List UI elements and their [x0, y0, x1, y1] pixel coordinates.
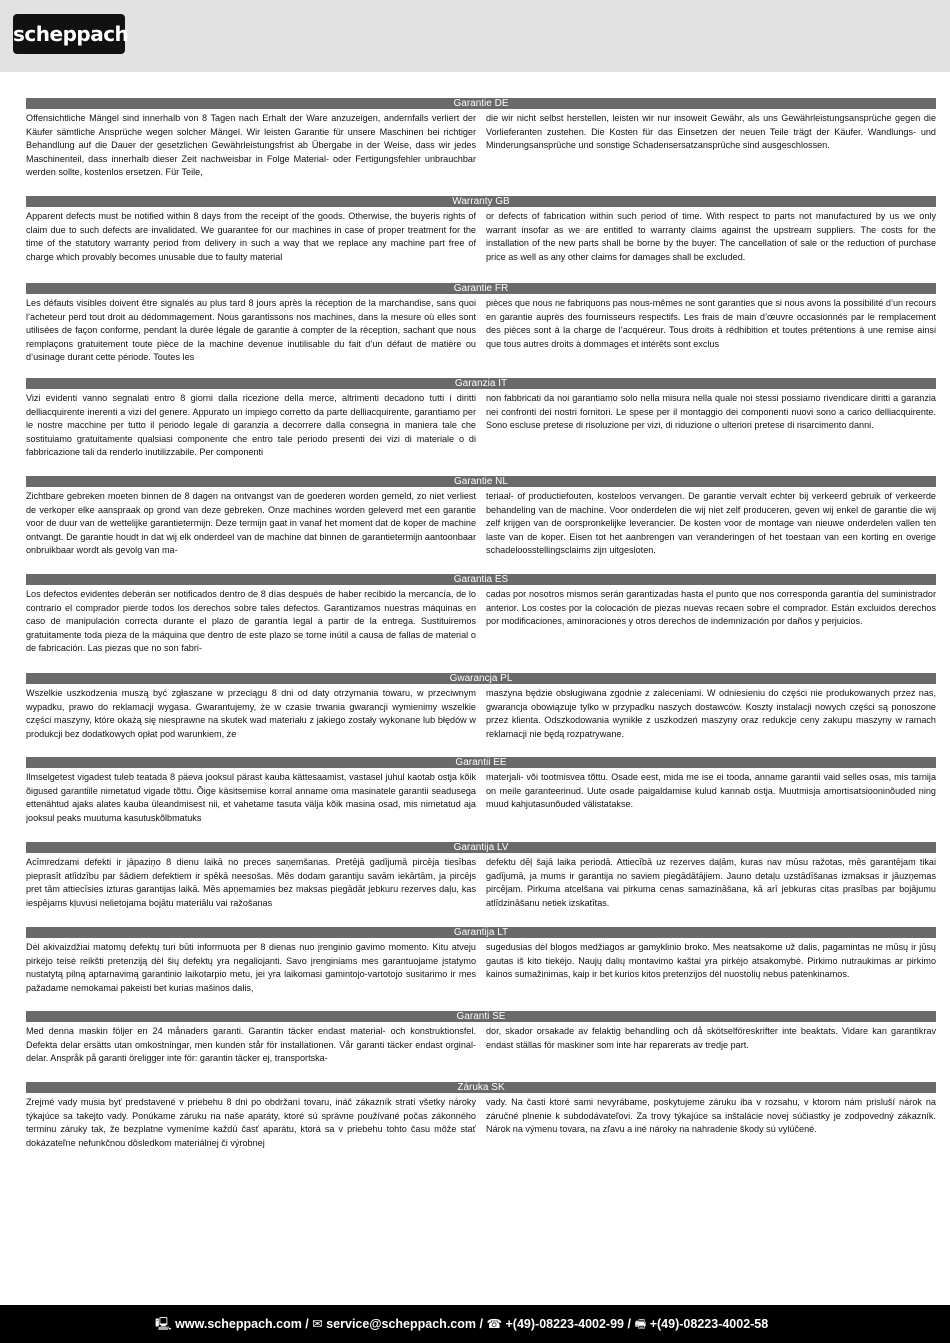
section-es: [26, 574, 936, 673]
section-title: Gwarancja PL: [26, 673, 936, 684]
section-text-left: Apparent defects must be notified within 8 days from the receipt of the goods. Otherwise, the buyeris rights of claim due to such defects are invalidated. We guarantee for our machines in case of proper treatment for the time of the statutory warranty period from delivery in such a way that we replace any machine part free of charge which provably becomes unusable due to faulty material: [26, 211, 476, 262]
section-title: Garantija LV: [26, 842, 936, 853]
section-de: [26, 98, 936, 196]
section-title: Garantie DE: [26, 98, 936, 109]
section-title: Garantie FR: [26, 283, 936, 294]
section-title: Garantie NL: [26, 476, 936, 487]
section-text-right: non fabbricati da noi garantiamo solo nella misura nella quale noi stessi possiamo rivendicare diritti a garanzia nei confronti dei nostri fornitori. Le spese per il montaggio dei componenti nuovi sono a carico delliacquirente. Sono escluse pretese di risoluzione per vizi, di riduzione o ulteriori pretese di risarcimento danni.: [486, 393, 936, 431]
section-text-right: defektu dēļ šajā laika periodā. Attiecībā uz rezerves daļām, kuras nav mūsu ražotas, mēs garantējam tikai gadījumā, ja mums ir garantija no saviem piegādātājiem. Jauno detaļu uzstādīšanas izmaksas ir jāuzņemas pircējam. Pirkuma atcelšana vai pirkuma cenas samazināšana, kā arī jebkuras citas prasības par bojājumu atlīdzināšanu netiek izskatītas.: [486, 857, 936, 908]
section-ee: [26, 757, 936, 842]
section-title: Warranty GB: [26, 196, 936, 207]
section-text-right: teriaal- of productiefouten, kosteloos vervangen. De garantie vervalt echter bij verkeerd gebruik of verkeerde behandeling van de machine. Voor onderdelen die wij niet zelf produceren, geven wij enkel de garantie die wij zelf krijgen van de oorspronkelijke leverancier. De kosten voor de montage van nieuwe onderdelen vallen ten laste van de koper. Eisen tot het aanbrengen van veranderingen of het toestaan van een korting en overige schadeloosstellingsclaims zijn uitgesloten.: [486, 491, 936, 556]
section-title: Garanzia IT: [26, 378, 936, 389]
section-text-left: Dėl akivaizdžiai matomų defektų turi būti informuota per 8 dienas nuo įrenginio gavimo momento. Kitu atveju pirkėjo teisė reikšti pretenziją dėl šių defektų yra negaliojanti. Savo įrenginiams mes garantuojame įstatymo nustatytą pilną aptarnavimą garantinio laikotarpio metu, jei yra laikomasi gamintojo-vartotojo susitarimo ir mes pažadame nemokamai pakeisti bet kurias mašinos dalis,: [26, 942, 476, 993]
section-text-right: maszyna będzie obsługiwana zgodnie z zaleceniami. W odniesieniu do części nie produkowanych przez nas, gwarancja obowiązuje tylko w przypadku naszych dostawców. Koszty instalacji nowych części są ponoszone przez klienta. Odszkodowania wynikłe z uszkodzeń maszyny oraz redukcje ceny zakupu maszyny w ramach reklamacji nie będą rozpatrywane.: [486, 688, 936, 739]
section-text-left: Med denna maskin följer en 24 månaders garanti. Garantin täcker endast material- och konstruktionsfel. Defekta delar ersätts utan omkostningar, men kunden står för installationen. Vår garanti täcker endast orginal-delar. Anspråk på garanti öreligger inte för: garantin täcker ej, transportska-: [26, 1026, 476, 1064]
email-link[interactable]: service@scheppach.com /: [326, 1317, 483, 1331]
contact-footer: [0, 1305, 950, 1343]
section-title: Garantia ES: [26, 574, 936, 585]
section-se: [26, 1011, 936, 1082]
section-text-right: dor, skador orsakade av felaktig behandling och då skötselföreskrifter inte beaktats. Vidare kan garantikrav endast ställas för maskiner som inte har reparerats av tredje part.: [486, 1026, 936, 1050]
section-text-left: Les défauts visibles doivent être signalés au plus tard 8 jours après la réception de la marchandise, sans quoi l’acheteur perd tout droit au dédommagement. Nous garantissons nos machines, dans la mesure où elles sont utilisées de façon conforme, pendant la durée légale de garantie à compter de la réception, sachant que nous remplaçons gratuitement toute pièce de la machine devenue inutilisable du fait d’un défaut de matière ou d’usinage durant cette période. Toutes les: [26, 298, 476, 363]
fax-number: +(49)-08223-4002-58: [649, 1317, 769, 1331]
section-text-right: vady. Na časti ktoré sami nevyrábame, poskytujeme záruku iba v rozsahu, v ktorom nám prisluší nárok na záručné plnenie k subdodávateľovi. Za trovy týkajúce sa inštalácie novej súčiastky je zodpovedný zákazník. Nárok na výmenu tovara, na zľavu a iné nároky na nahradenie škody sú vylúčené.: [486, 1097, 936, 1135]
section-title: Garanti SE: [26, 1011, 936, 1022]
section-nl: [26, 476, 936, 574]
computer-icon: 🖳: [155, 1317, 172, 1331]
section-text-left: Wszelkie uszkodzenia muszą być zgłaszane w przeciągu 8 dni od daty otrzymania towaru, w przeciwnym wypadku, prawo do reklamacji wygasa. Gwarantujemy, że w czasie trwania gwarancji wymienimy wszelkie części maszyny, które okażą się niesprawne na skutek wad materiału z jakiego zostały wykonane lub błędów w produkcji bez dodatkowych opłat pod warunkiem, że: [26, 688, 476, 739]
scheppach-logo: scheppach: [13, 14, 125, 54]
phone-number: +(49)-08223-4002-99 /: [505, 1317, 631, 1331]
section-pl: [26, 673, 936, 757]
section-title: Záruka SK: [26, 1082, 936, 1093]
section-text-left: Zrejmé vady musia byť predstavené v priebehu 8 dni po obdržaní tovaru, ináč zákazník stratí všetky nároky týkajúce sa takejto vady. Ponúkame záruku na naše aparáty, ktoré sú správne používané počas zákonného terminu záruky tak, že bezplatne vymeníme každú časť aparátu, ktorá sa v priebehu tohto času môže stať dokázateľne nefunkčnou dôsledkom materiálnej či výrobnej: [26, 1097, 476, 1148]
section-it: [26, 378, 936, 476]
section-text-left: Offensichtliche Mängel sind innerhalb von 8 Tagen nach Erhalt der Ware anzuzeigen, andernfalls verliert der Käufer sämtliche Ansprüche wegen solcher Mängel. Wir leisten Garantie für unsere Maschinen bei richtiger Behandlung auf die Dauer der gesetzlichen Gewährleistungsfrist ab Übergabe in der Weise, dass wir jedes Maschinenteil, dass innerhalb dieser Zeit nachweisbar in Folge Material- oder Fertigungsfehler unbrauchbar werden sollte, kostenlos ersetzen. Für Teile,: [26, 113, 476, 178]
phone-icon: ☎: [486, 1317, 503, 1331]
section-sk: [26, 1082, 936, 1162]
section-text-left: Acīmredzami defekti ir jāpaziņo 8 dienu laikā no preces saņemšanas. Pretējā gadījumā pircēja tiesības pieprasīt atlīdzību par šādiem defektiem ir spēkā neesošas. Mēs dodam garantiju savām iekārtām, ja pircējs pret tām attiecīsies izturas garantijas laikā. Mēs apņemamies bez maksas piegādāt jebkuru rezerves daļu, kas iespējams kļuvusi nelietojama bojātu materiālu vai ražošanas: [26, 857, 476, 908]
section-text-left: Ilmselgetest vigadest tuleb teatada 8 päeva jooksul pärast kauba kättesaamist, vastasel juhul kaotab ostja kõik õigused garantiile nimetatud vigade tõttu. Õige käsitsemise korral anname oma masinatele garantii seadusega ettenähtud ajaks alates kauba üleandmisest nii, et vahetame tasuta välja kõik masina osad, mis nimetatud aja jooksul peaks muutuma kasutuskõlbmatuks: [26, 772, 476, 823]
section-lt: [26, 927, 936, 1011]
section-text-left: Los defectos evidentes deberán ser notificados dentro de 8 días después de haber recibido la mercancía, de lo contrario el comprador pierde todos los derechos sobre tales defectos. Garantizamos nuestras máquinas en caso de manipulación correcta durante el plazo de garantía legal a partir de la entrega. Sustituiremos gratuitamente toda pieza de la máquina que dentro de este plazo se torne inútil a causa de fallas de material o de fabricación. Las piezas que no son fabri-: [26, 589, 476, 654]
section-fr: [26, 283, 936, 378]
section-text-right: die wir nicht selbst herstellen, leisten wir nur insoweit Gewähr, als uns Gewährleistungsansprüche gegen die Vorlieferanten zustehen. Die Kosten für das Einsetzen der neuen Teile trägt der Käufer. Wandlungs- und Minderungsansprüche und sonstige Schadensersatzansprüche sind ausgeschlossen.: [486, 113, 936, 151]
section-text-right: sugedusias dėl blogos medžiagos ar gamyklinio broko. Mes neatsakome už dalis, pagamintas ne mūsų ir jūsų gautas iš kito tiekėjo. Naujų dalių montavimo kaštai yra pirkėjo atsakomybė. Pirkimo nutraukimas ar pirkimo kainos sumažinimas, kaip ir bet kurios kitos pretenzijos dėl nuostolių nebus patenkinamos.: [486, 942, 936, 980]
section-text-right: pièces que nous ne fabriquons pas nous-mêmes ne sont garanties que si nous avons la possibilité d’un recours en garantie auprès des fournisseurs respectifs. Les frais de main d’œuvre occasionnés par le remplacement des pièces sont à la charge de l’acquéreur. Tous droits à rédhibition et toutes prétentions à une remise ainsi que tous autres droits à dommages et intérêts sont exclus: [486, 298, 936, 349]
section-gb: [26, 196, 936, 283]
mail-icon: ✉: [312, 1317, 323, 1331]
section-text-right: cadas por nosotros mismos serán garantizadas hasta el punto que nos corresponda garantía del suministrador anterior. Los costes por la colocación de piezas nuevas recaen sobre el comprador. Están excluidos derechos por modificaciones, aminoraciones y otros derechos de indemnización por daños y perjuicios.: [486, 589, 936, 627]
website-link[interactable]: www.scheppach.com /: [175, 1317, 309, 1331]
header-bar: [0, 0, 950, 72]
section-title: Garantija LT: [26, 927, 936, 938]
warranty-content: [26, 98, 936, 1162]
section-text-right: materjali- või tootmisvea tõttu. Osade eest, mida me ise ei tooda, anname garantii vaid selles osas, mis tarnija on meile garanteerinud. Uute osade paigaldamise kulud kannab ostja. Muutmisja amortisatsiooninõuded ning muud kahjutasunõuded välistatakse.: [486, 772, 936, 810]
section-text-left: Zichtbare gebreken moeten binnen de 8 dagen na ontvangst van de goederen worden gemeld, zo niet verliest de verkoper elke aanspraak op grond van deze gebreken. Onze machines worden geleverd met een garantie voor de duur van de wettelijke garantietermijn. Deze termijn gaat in vanaf het moment dat de koper de machine ontvangt. De garantie houdt in dat wij elk onderdeel van de machine dat binnen de garantietermijn aantoonbaar onbruikbaar wordt als gevolg van ma-: [26, 491, 476, 556]
section-text-right: or defects of fabrication within such period of time. With respect to parts not manufactured by us we only warrant insofar as we are entitled to warranty claims against the upstream suppliers. The costs for the installation of the new parts shall be borne by the buyer. The cancellation of sale or the reduction of purchase price as well as any other claims for damages shall be excluded.: [486, 211, 936, 262]
section-lv: [26, 842, 936, 927]
section-title: Garantii EE: [26, 757, 936, 768]
section-text-left: Vizi evidenti vanno segnalati entro 8 giorni dalla ricezione della merce, altrimenti decadono tutti i diritti delliacquirente inerenti a vizi del genere. Appurato un impiego corretto da parte delliacquirente, garantiamo per le nostre macchine per tutto il periodo legale di garanzia a decorrere dalla consegna in maniera tale che sostituiamo gratuitamente qualsiasi componente che entro tale periodo presenti dei vizi di materiale o di fabbricazione tali da renderlo inutilizzabile. Per componenti: [26, 393, 476, 458]
fax-icon: 🖷: [634, 1317, 647, 1331]
